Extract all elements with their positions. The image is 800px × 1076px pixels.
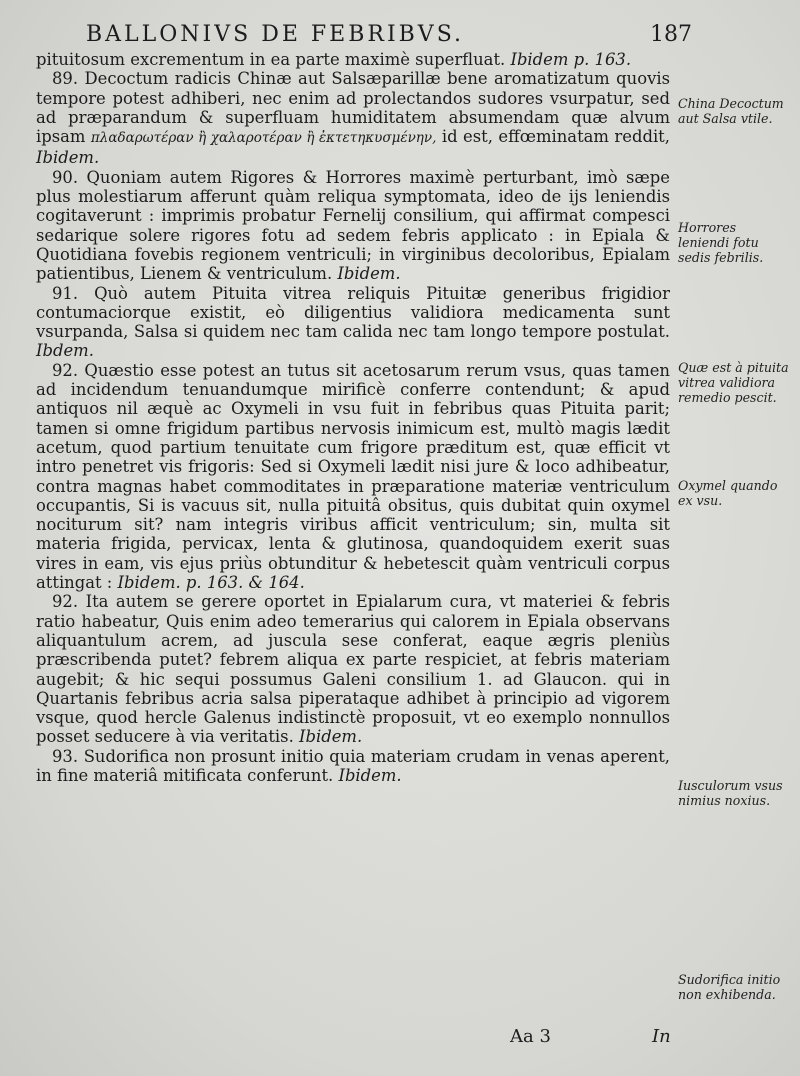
paragraph-number: 92. (52, 592, 79, 612)
page-footer (0, 1026, 800, 1052)
paragraph-number: 93. (52, 746, 79, 766)
citation: Ibidem. (36, 148, 100, 168)
greek-phrase: πλαδαρωτέραν ἢ χαλαροτέραν ἢ ἐκτετηκυσμένην, (90, 130, 437, 147)
citation: Ibidem. (337, 264, 401, 284)
citation: Ibidem p. 163. (510, 50, 632, 69)
paragraph-93: 93. Sudorifica non prosunt initio quia materiam crudam in venas aperent, in fine materiâ mitificata conferunt. Ibidem. (36, 746, 670, 785)
margin-note-iusculorum: Iusculorum vsus nimius noxius. (678, 778, 783, 808)
paragraph-number: 90. (52, 167, 79, 187)
paragraph-92: 92. Quæstio esse potest an tutus sit acetosarum rerum vsus, quas tamen ad incidendum tenuandumque mirificè conferre contendunt; & apud antiquos nil æquè ac Oxymeli in vsu fuit in febribus quas Pituita parit; tamen si omne frigidum partibus nervosis inimicum est, multò magis lædit acetum, quod partium tenuitate cum frigore præditum est, quæ efficit vt intro penetret vis frigoris: Sed si Oxymeli lædit nisi jure & loco adhibeatur, contra magnas habet commoditates in præparatione materiæ ventriculum occupantis, Si is vacuus sit, nulla pituitâ obsitus, quis dubitat quin oxymel nociturum sit? nam integris viribus afficit ventriculum; sin, multa sit materia frigida, pervicax, lenta & glutinosa, quandoquidem exerit suas vires in eam, vis ejus priùs obtunditur & hebetescit quàm ventriculi corpus attingat : Ibidem. p. 163. & 164. (36, 360, 670, 593)
paragraph-number: 92. (52, 360, 79, 380)
margin-note-sudorifica: Sudorifica initio non exhibenda. (678, 972, 781, 1002)
paragraph-91: 91. Quò autem Pituita vitrea reliquis Pituitæ generibus frigidior contumaciorque existit, eò diligentius validiora medicamenta sunt vsurpanda, Salsa si quidem nec tam calida nec tam longo tempore postulat. Ibdem. (36, 283, 670, 361)
paragraph-90: 90. Quoniam autem Rigores & Horrores maximè perturbant, imò sæpe plus molestiarum afferunt quàm reliqua symptomata, ideo de ijs leniendis cogitaverunt : imprimis probatur Fernelij consilium, qui affirmat compesci sedarique solere rigores fotu ad sedem febris applicato : in Epiala & Quotidiana fovebis regionem ventriculi; in virginibus decoloribus, Epialam patientibus, Lienem & ventriculum. Ibidem. (36, 167, 670, 284)
body-text (36, 50, 670, 785)
paragraph-89: 89. Decoctum radicis Chinæ aut Salsæparillæ bene aromatizatum quovis tempore potest adhiberi, nec enim ad prolectandos sudores vsurpatur, sed ad præparandum & superfluam humiditatem absumendam quæ alvum ipsam πλαδαρωτέραν ἢ χαλαροτέραν ἢ ἐκτετηκυσμένην, id est, effœminatam reddit, Ibidem. (36, 69, 670, 168)
citation: Ibidem. p. 163. & 164. (117, 573, 305, 593)
page-number: 187 (650, 22, 692, 47)
catchword: In (652, 1026, 671, 1047)
page-header (86, 22, 692, 52)
margin-note-pituita: Quæ est à pituita vitrea validiora remedio pescit. (678, 360, 789, 405)
signature-mark: Aa 3 (510, 1026, 551, 1047)
paragraph-number: 91. (52, 283, 79, 303)
citation: Ibdem. (36, 341, 94, 361)
citation: Ibidem. (299, 727, 363, 747)
paragraph-continuation: pituitosum excrementum in ea parte maximè superfluat. Ibidem p. 163. (36, 50, 632, 69)
citation: Ibidem. (338, 765, 402, 785)
paragraph-92b: 92. Ita autem se gerere oportet in Epialarum cura, vt materiei & febris ratio habeatur, Quis enim adeo temerarius qui calorem in Epiala observans aliquantulum acrem, ad juscula sese conferat, eaque ægris pleniùs præscribenda putet? febrem aliqua ex parte respiciet, at febris materiam augebit; & hic sequi possumus Galeni consilium 1. ad Glaucon. qui in Quartanis febribus acria salsa piperataque adhibet à principio ad vigorem vsque, quod hercle Galenus indistinctè proposuit, vt eo exemplo nonnullos posset seducere à via veritatis. Ibidem. (36, 592, 671, 747)
paragraph-number: 89. (52, 69, 79, 89)
running-head: BALLONIVS DE FEBRIBVS. (86, 22, 464, 47)
margin-note-horrores: Horrores leniendi fotu sedis febrilis. (678, 220, 764, 265)
margin-note-china: China Decoctum aut Salsa vtile. (678, 96, 784, 126)
margin-note-oxymel: Oxymel quando ex vsu. (678, 478, 778, 508)
